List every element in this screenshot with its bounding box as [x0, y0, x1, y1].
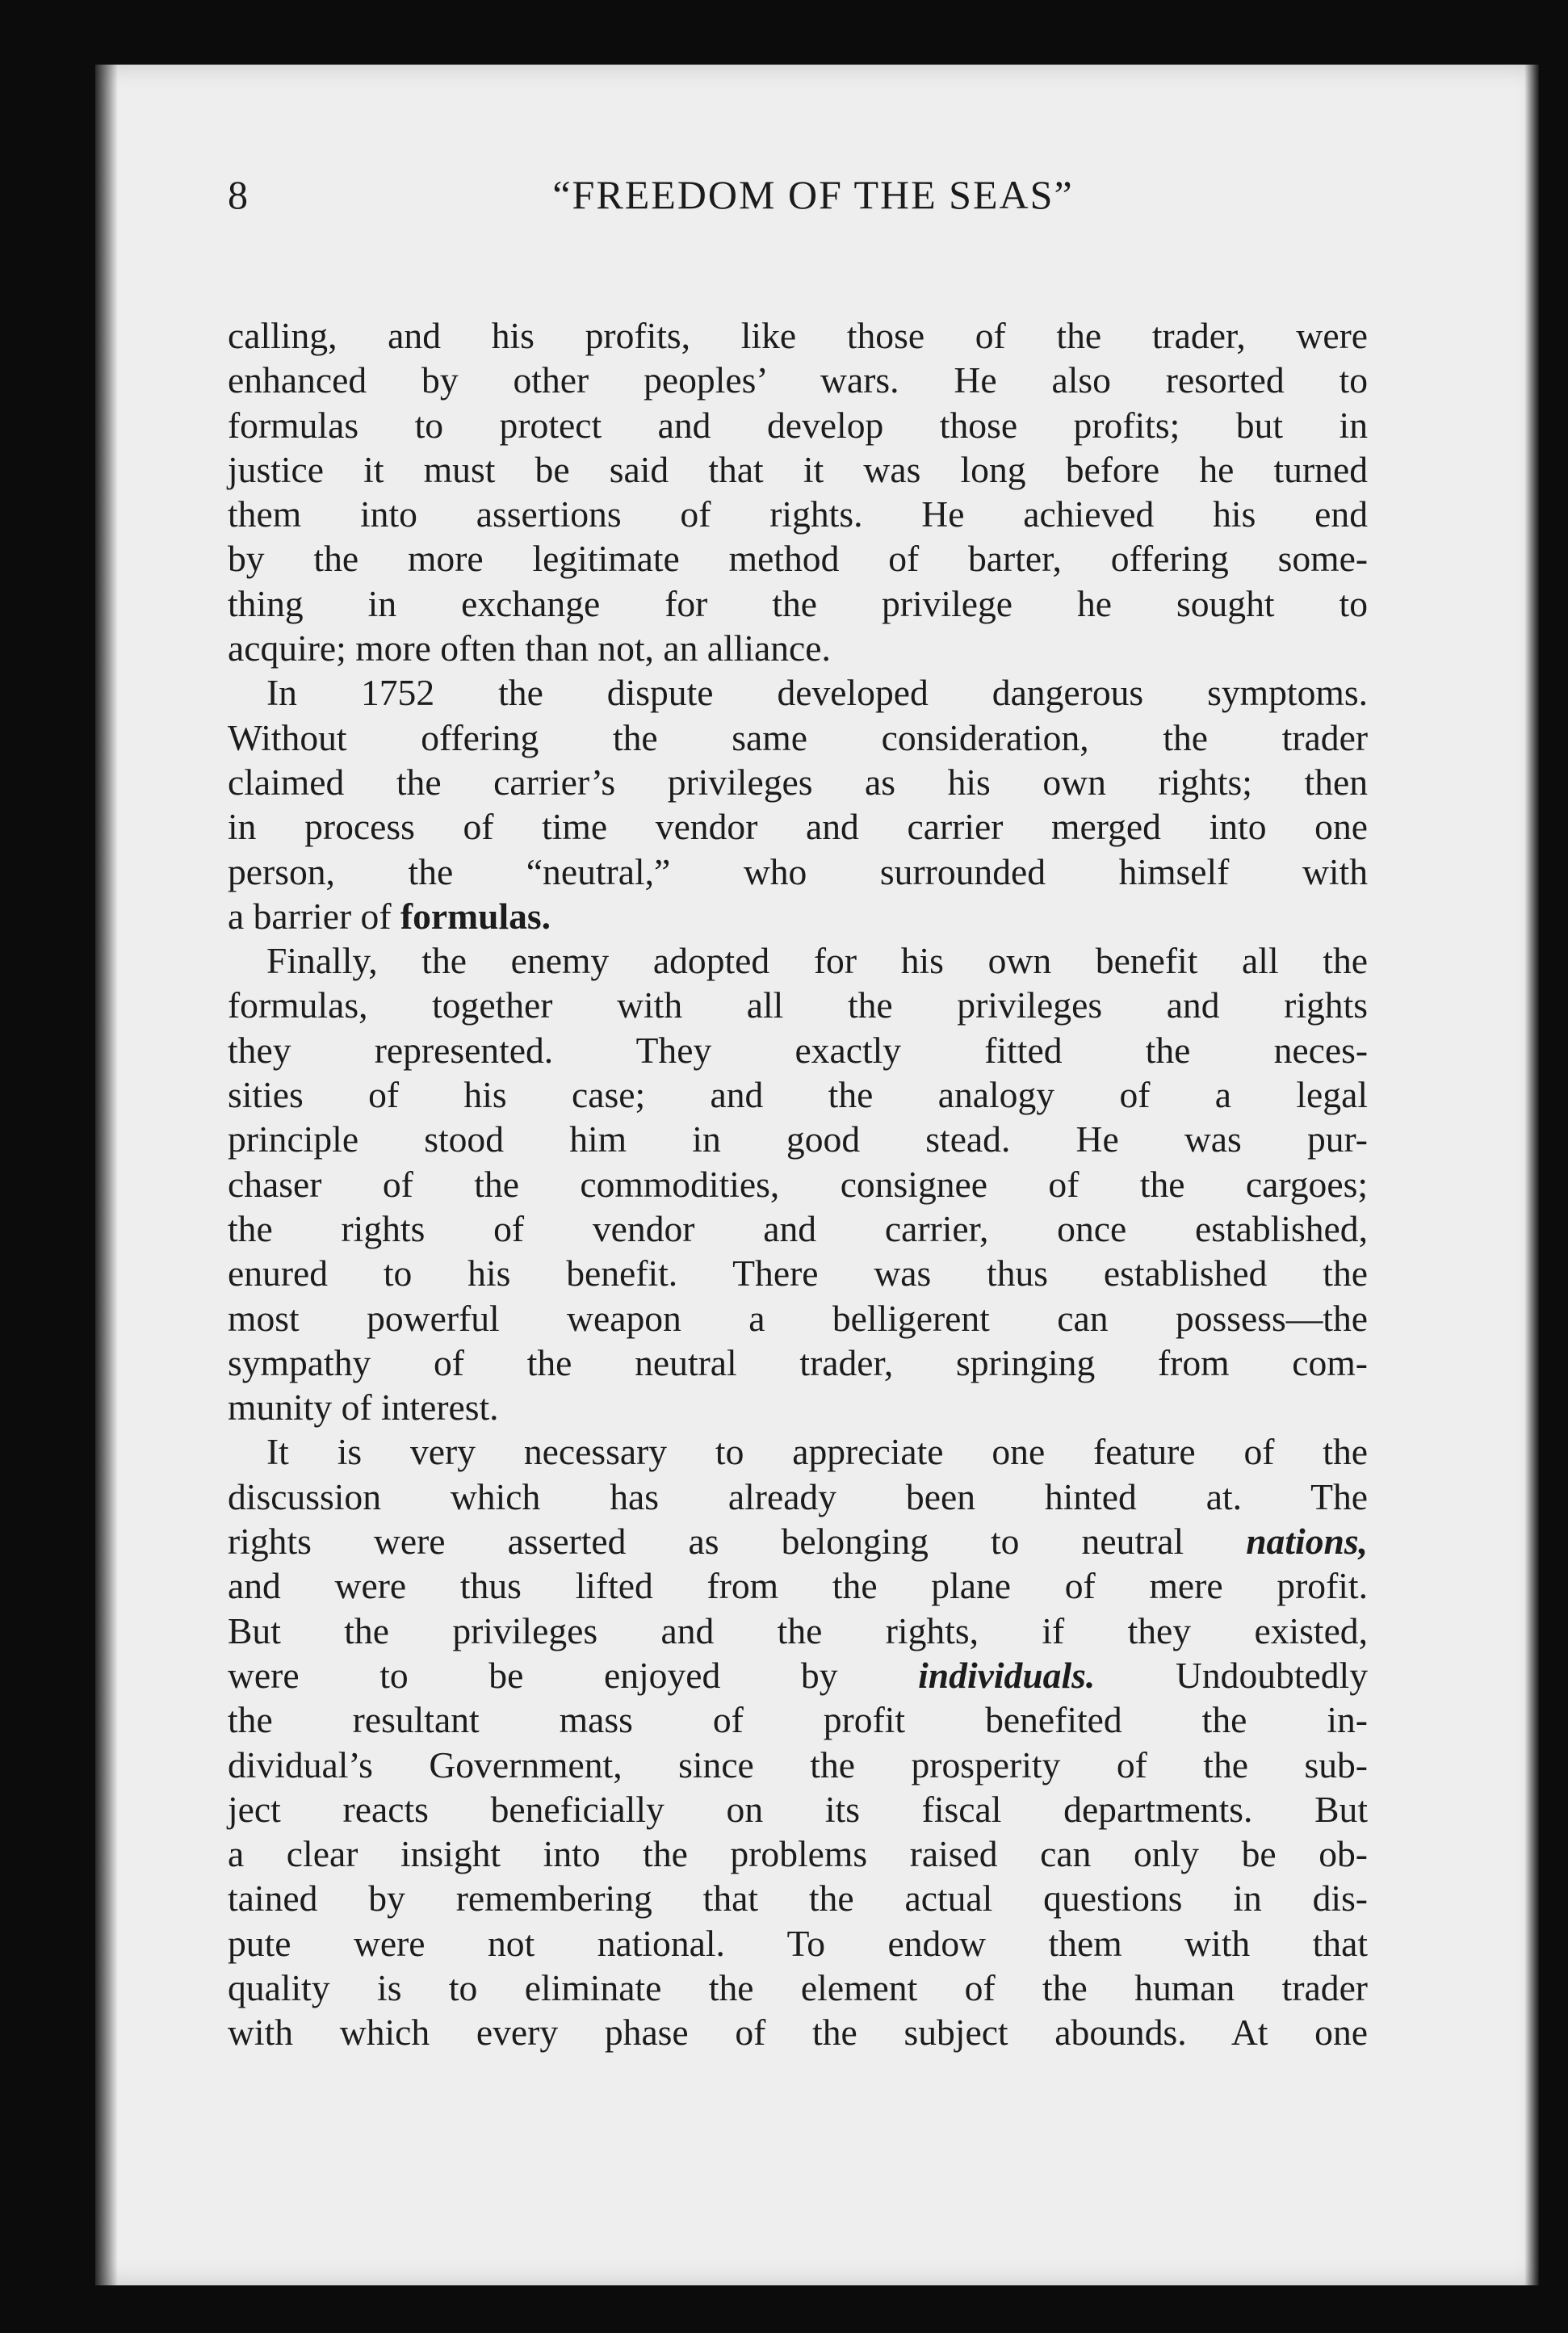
text-line: calling, and his profits, like those of the trader, were	[228, 315, 1368, 356]
running-head	[228, 166, 1366, 223]
text-line: enhanced by other peoples’ wars. He also resorted to	[228, 359, 1368, 401]
paragraph-4	[228, 1429, 1368, 2054]
text-line: claimed the carrier’s privileges as his own rights; then	[228, 761, 1368, 803]
text-line: most powerful weapon a belligerent can possess—the	[228, 1297, 1368, 1339]
text-line: with which every phase of the subject abounds. At one	[228, 2012, 1368, 2054]
text-line: the rights of vendor and carrier, once established,	[228, 1207, 1368, 1249]
text-line: chaser of the commodities, consignee of the cargoes;	[228, 1163, 1368, 1205]
text-run: rights were asserted as belonging to neutral	[228, 1521, 1247, 1563]
page-edge	[1524, 65, 1539, 2285]
text-line: sympathy of the neutral trader, springing from com-	[228, 1341, 1368, 1383]
paragraph-3	[228, 938, 1368, 1429]
text-line: discussion which has already been hinted at. The	[228, 1475, 1368, 1517]
emphasis-individuals: individuals.	[918, 1654, 1096, 1696]
binding-shadow	[95, 65, 118, 2285]
text-run: Undoubtedly	[1095, 1654, 1368, 1696]
text-line: quality is to eliminate the element of the human trader	[228, 1966, 1368, 2008]
text-line: tained by remembering that the actual questions in dis-	[228, 1878, 1368, 1920]
text-line: a barrier of formulas.	[228, 895, 551, 937]
paragraph-1	[228, 313, 1368, 670]
text-line: sities of his case; and the analogy of a legal	[228, 1074, 1368, 1116]
text-line: In 1752 the dispute developed dangerous symptoms.	[266, 672, 1368, 714]
text-line: pute were not national. To endow them with that	[228, 1922, 1368, 1964]
text-line: person, the “neutral,” who surrounded himself with	[228, 850, 1368, 892]
page-number: 8	[228, 172, 248, 217]
text-line: justice it must be said that it was long before he turned	[228, 448, 1368, 490]
text-line: a clear insight into the problems raised can only be ob-	[228, 1833, 1368, 1875]
text-line: But the privileges and the rights, if they existed,	[228, 1609, 1368, 1651]
text-line: and were thus lifted from the plane of mere profit.	[228, 1565, 1368, 1607]
emphasis-formulas: formulas.	[400, 895, 551, 937]
text-line: ject reacts beneficially on its fiscal departments. But	[228, 1788, 1368, 1830]
emphasis-nations: nations,	[1246, 1521, 1368, 1563]
text-line: dividual’s Government, since the prosperity of the sub-	[228, 1743, 1368, 1785]
text-line: principle stood him in good stead. He was pur-	[228, 1118, 1368, 1160]
paragraph-2	[228, 670, 1368, 938]
text-line: they represented. They exactly fitted the neces-	[228, 1029, 1368, 1071]
text-line: Finally, the enemy adopted for his own benefit all the	[266, 940, 1368, 982]
text-line: in process of time vendor and carrier merged into one	[228, 806, 1368, 848]
text-line	[228, 1653, 1368, 1697]
text-line: enured to his benefit. There was thus established the	[228, 1253, 1368, 1294]
text-line: acquire; more often than not, an alliance.	[228, 627, 831, 669]
text-line: formulas, together with all the privileges and rights	[228, 984, 1368, 1026]
text-line: thing in exchange for the privilege he sought to	[228, 582, 1368, 624]
text-line: by the more legitimate method of barter, offering some-	[228, 538, 1368, 580]
text-line	[228, 1519, 1368, 1563]
text-line: Without offering the same consideration, the trader	[228, 716, 1368, 758]
text-line: It is very necessary to appreciate one feature of the	[266, 1431, 1368, 1473]
text-line: formulas to protect and develop those profits; but in	[228, 404, 1368, 446]
text-run: were to be enjoyed by	[228, 1654, 919, 1696]
text-line: them into assertions of rights. He achieved his end	[228, 493, 1368, 535]
text-line: munity of interest.	[228, 1387, 499, 1429]
text-line: the resultant mass of profit benefited the in-	[228, 1699, 1368, 1741]
running-title: “FREEDOM OF THE SEAS”	[552, 172, 1074, 217]
body-text	[228, 313, 1368, 2055]
